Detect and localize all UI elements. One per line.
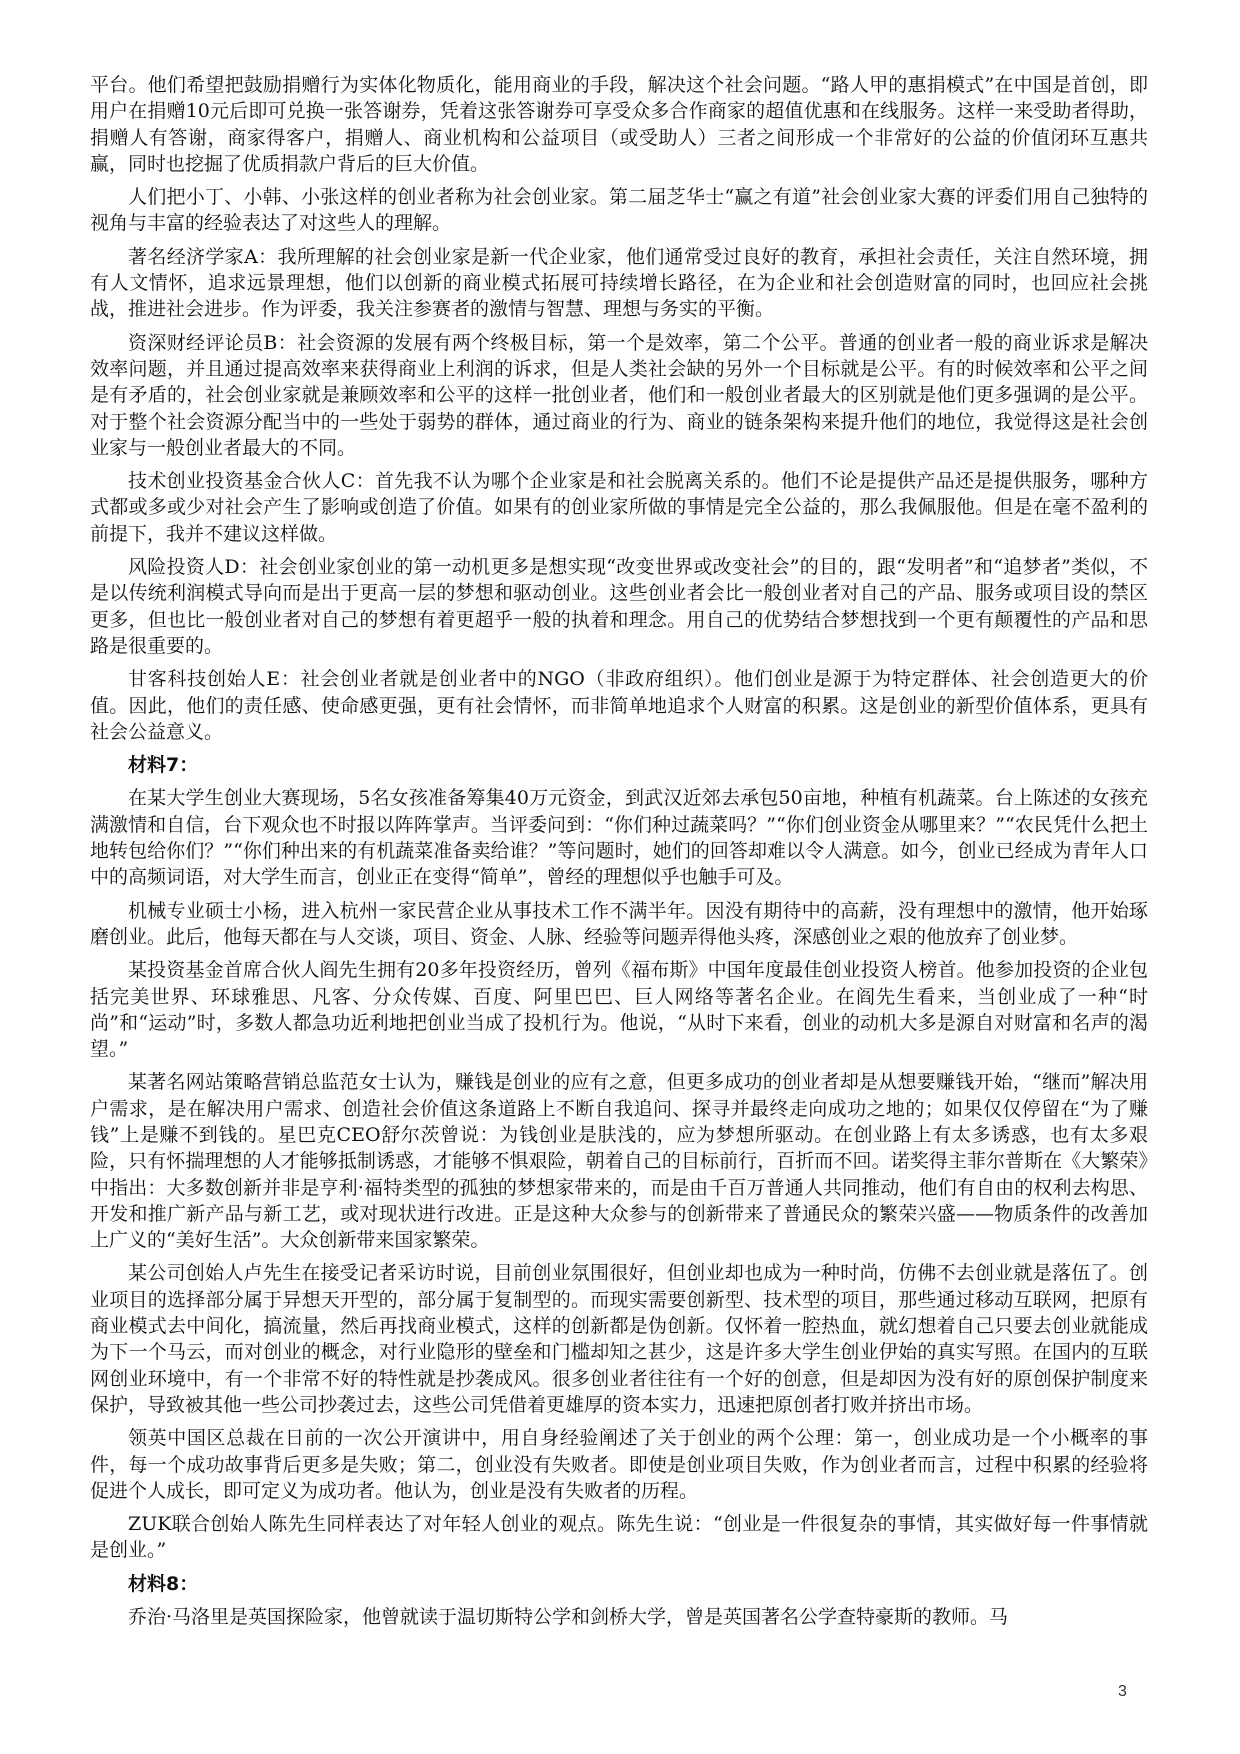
paragraph-economist-a: 著名经济学家A：我所理解的社会创业家是新一代企业家，他们通常受过良好的教育，承担社会责任，关注自然环境，拥有人文情怀，追求远景理想，他们以创新的商业模式拓展可持续增长路径，在为企业和社会创造财富的同时，也回应社会挑战，推进社会进步。作为评委，我关注参赛者的激情与智慧、理想与务实的平衡。: [90, 245, 1148, 321]
paragraph-mr-lu: 某公司创始人卢先生在接受记者采访时说，目前创业氛围很好，但创业却也成为一种时尚，仿佛不去创业就是落伍了。创业项目的选择部分属于异想天开型的，部分属于复制型的。而现实需要创新型、技术型的项目，那些通过移动互联网，把原有商业模式去中间化，搞流量，然后再找商业模式，这样的创新都是伪创新。仅怀着一腔热血，就幻想着自己只要去创业就能成为下一个马云，而对创业的概念，对行业隐形的壁垒和门槛却知之甚少，这是许多大学生创业伊始的真实写照。在国内的互联网创业环境中，有一个非常不好的特性就是抄袭成风。很多创业者往往有一个好的创意，但是却因为没有好的原创保护制度来保护，导致被其他一些公司抄袭过去，这些公司凭借着更雄厚的资本实力，迅速把原创者打败并挤出市场。: [90, 1262, 1148, 1416]
paragraph-mr-yan: 某投资基金首席合伙人阎先生拥有20多年投资经历，曾列《福布斯》中国年度最佳创业投资人榜首。他参加投资的企业包括完美世界、环球雅思、凡客、分众传媒、百度、阿里巴巴、巨人网络等著名企业。在阎先生看来，当创业成了一种“时尚”和“运动”时，多数人都急功近利地把创业当成了投机行为。他说，“从时下来看，创业的动机大多是源自对财富和名声的渴望。”: [90, 959, 1148, 1061]
paragraph-founder-e: 甘客科技创始人E：社会创业者就是创业者中的NGO（非政府组织）。他们创业是源于为特定群体、社会创造更大的价值。因此，他们的责任感、使命感更强，更有社会情怀，而非简单地追求个人财富的积累。这是创业的新型价值体系，更具有社会公益意义。: [90, 668, 1148, 743]
paragraph-zuk: ZUK联合创始人陈先生同样表达了对年轻人创业的观点。陈先生说：“创业是一件很复杂的事情，其实做好每一件事情就是创业。”: [90, 1513, 1148, 1562]
page-number: 3: [1118, 1683, 1127, 1700]
paragraph-mallory: 乔治·马洛里是英国探险家，他曾就读于温切斯特公学和剑桥大学，曾是英国著名公学查特豪斯的教师。马: [128, 1606, 1009, 1629]
paragraph-xiao-yang: 机械专业硕士小杨，进入杭州一家民营企业从事技术工作不满半年。因没有期待中的高薪，没有理想中的激情，他开始琢磨创业。此后，他每天都在与人交谈，项目、资金、人脉、经验等问题弄得他头疼，深感创业之艰的他放弃了创业梦。: [90, 899, 1148, 948]
paragraph-contest: 在某大学生创业大赛现场，5名女孩准备筹集40万元资金，到武汉近郊去承包50亩地，种植有机蔬菜。台上陈述的女孩充满激情和自信，台下观众也不时报以阵阵掌声。当评委问到：“你们种过蔬菜吗？”“你们创业资金从哪里来？”“农民凭什么把土地转包给你们？”“你们种出来的有机蔬菜准备卖给谁？”等问题时，她们的回答却难以令人满意。如今，创业已经成为青年人口中的高频词语，对大学生而言，创业正在变得“简单”，曾经的理想似乎也触手可及。: [90, 787, 1148, 889]
paragraph-linkedin: 领英中国区总裁在日前的一次公开演讲中，用自身经验阐述了关于创业的两个公理：第一，创业成功是一个小概率的事件，每一个成功故事背后更多是失败；第二，创业没有失败者。即使是创业项目失败，作为创业者而言，过程中积累的经验将促进个人成长，即可定义为成功者。他认为，创业是没有失败者的历程。: [90, 1427, 1148, 1502]
heading-material-8: 材料8：: [128, 1572, 199, 1595]
paragraph-partner-c: 技术创业投资基金合伙人C：首先我不认为哪个企业家是和社会脱离关系的。他们不论是提供产品还是提供服务，哪种方式都或多或少对社会产生了影响或创造了价值。如果有的创业家所做的事情是完全公益的，那么我佩服他。但是在毫不盈利的前提下，我并不建议这样做。: [90, 470, 1148, 545]
paragraph-investor-d: 风险投资人D：社会创业家创业的第一动机更多是想实现“改变世界或改变社会”的目的，跟“发明者”和“追梦者”类似，不是以传统利润模式导向而是出于更高一层的梦想和驱动创业。这些创业者会比一般创业者对自己的产品、服务或项目设的禁区更多，但也比一般创业者对自己的梦想有着更超乎一般的执着和理念。用自己的优势结合梦想找到一个更有颠覆性的产品和思路是很重要的。: [90, 556, 1148, 657]
paragraph-donation-model: 平台。他们希望把鼓励捐赠行为实体化物质化，能用商业的手段，解决这个社会问题。“路人甲的惠捐模式”在中国是首创，即用户在捐赠10元后即可兑换一张答谢券，凭着这张答谢券可享受众多合作商家的超值优惠和在线服务。这样一来受助者得助，捐赠人有答谢，商家得客户，捐赠人、商业机构和公益项目（或受助人）三者之间形成一个非常好的公益的价值闭环互惠共赢，同时也挖掘了优质捐款户背后的巨大价值。: [90, 74, 1148, 175]
paragraph-social-entrepreneurs: 人们把小丁、小韩、小张这样的创业者称为社会创业家。第二届芝华士“赢之有道”社会创业家大赛的评委们用自己独特的视角与丰富的经验表达了对这些人的理解。: [90, 186, 1148, 235]
document-page: [90, 72, 1148, 1637]
heading-material-7: 材料7：: [128, 754, 199, 777]
paragraph-commentator-b: 资深财经评论员B：社会资源的发展有两个终极目标，第一个是效率，第二个公平。普通的创业者一般的商业诉求是解决效率问题，并且通过提高效率来获得商业上利润的诉求，但是人类社会缺的另外一个目标就是公平。有的时候效率和公平之间是有矛盾的，社会创业家就是兼顾效率和公平的这样一批创业者，他们和一般创业者最大的区别就是他们更多强调的是公平。对于整个社会资源分配当中的一些处于弱势的群体，通过商业的行为、商业的链条架构来提升他们的地位，我觉得这是社会创业家与一般创业者最大的不同。: [90, 331, 1148, 459]
paragraph-ms-fan: 某著名网站策略营销总监范女士认为，赚钱是创业的应有之意，但更多成功的创业者却是从想要赚钱开始，“继而”解决用户需求，是在解决用户需求、创造社会价值这条道路上不断自我追问、探寻并最终走向成功之地的；如果仅仅停留在“为了赚钱”上是赚不到钱的。星巴克CEO舒尔茨曾说：为钱创业是肤浅的，应为梦想所驱动。在创业路上有太多诱惑，也有太多艰险，只有怀揣理想的人才能够抵制诱惑，才能够不惧艰险，朝着自己的目标前行，百折而不回。诺奖得主菲尔普斯在《大繁荣》中指出：大多数创新并非是亨利·福特类型的孤独的梦想家带来的，而是由千百万普通人共同推动，他们有自由的权利去构思、开发和推广新产品与新工艺，或对现状进行改进。正是这种大众参与的创新带来了普通民众的繁荣兴盛——物质条件的改善加上广义的“美好生活”。大众创新带来国家繁荣。: [90, 1071, 1148, 1252]
